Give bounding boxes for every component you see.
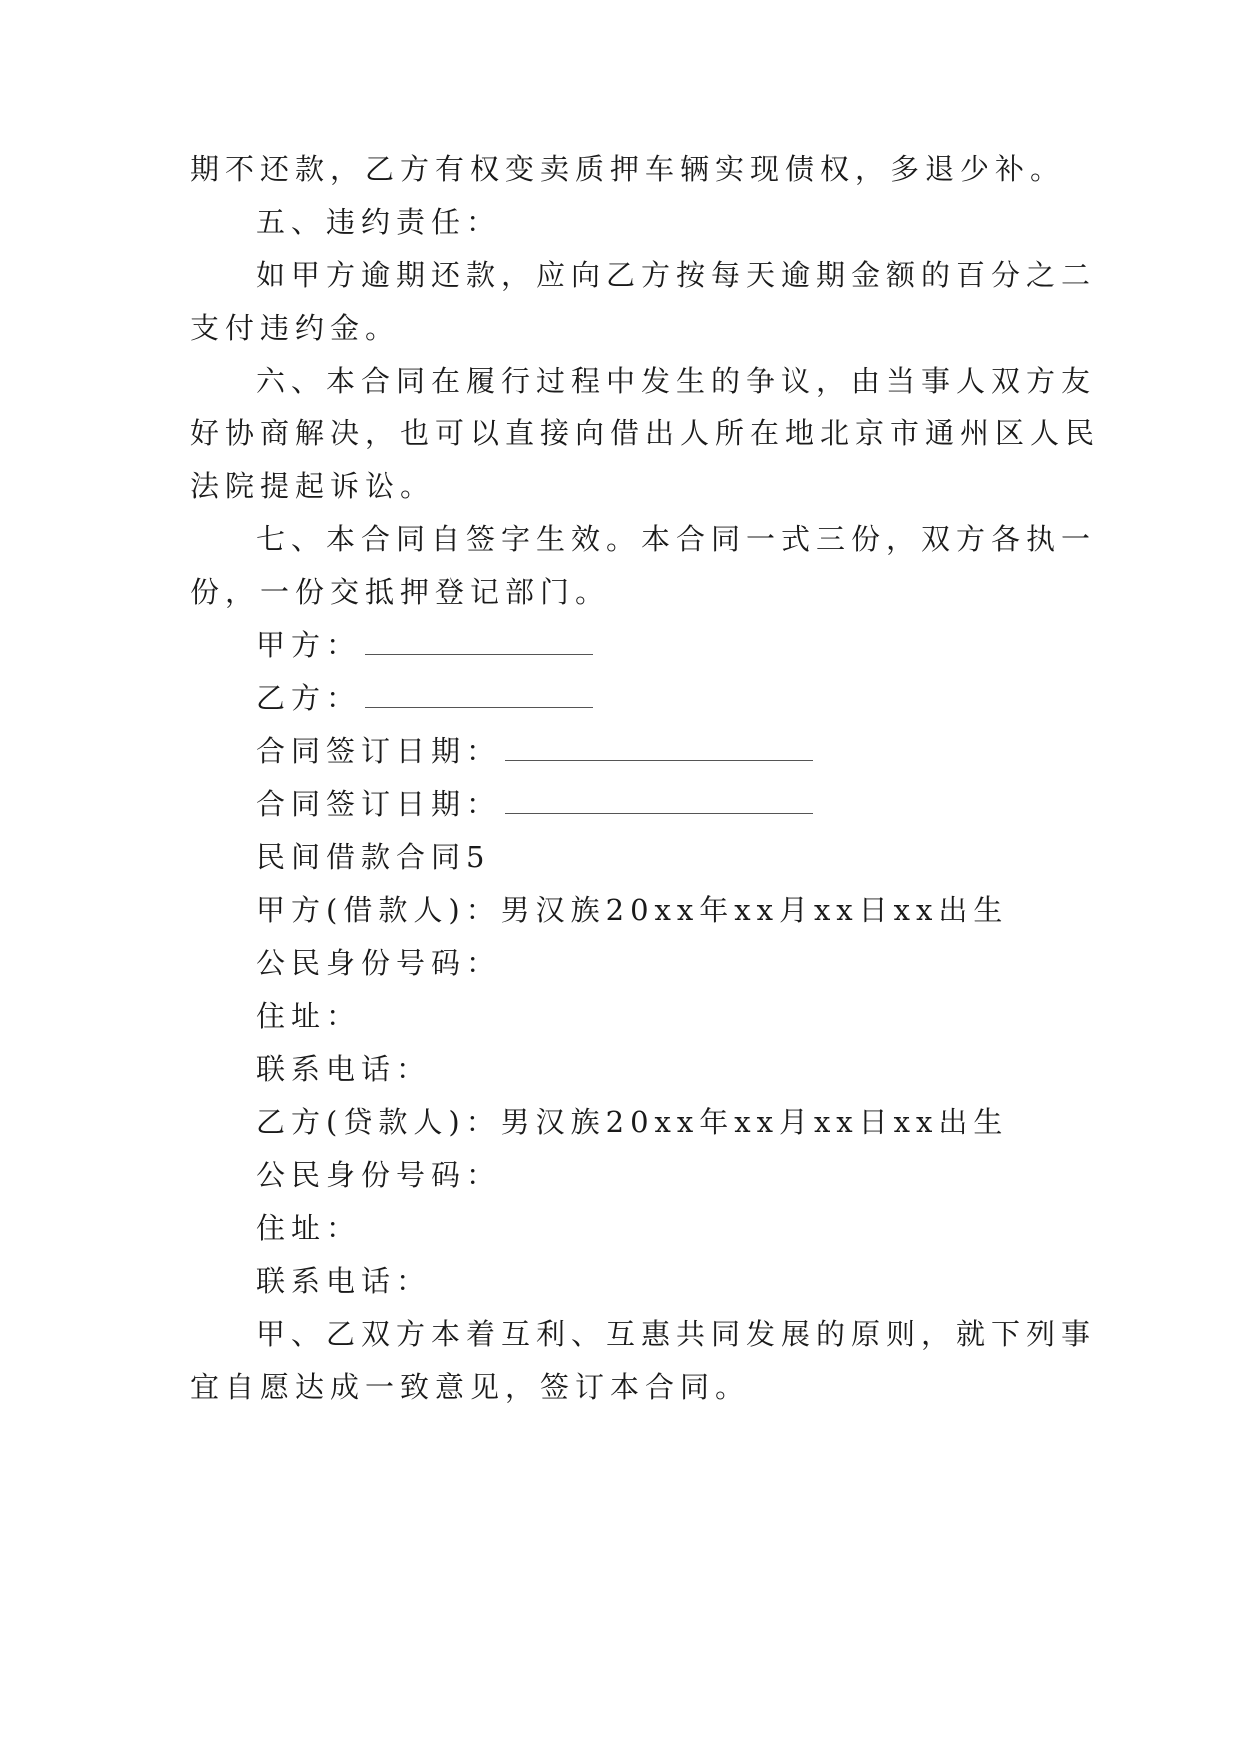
borrower-info: 甲方(借款人)：男汉族20xx年xx月xx日xx出生	[256, 893, 1009, 927]
sign-date-label: 合同签订日期：	[256, 734, 502, 768]
sign-date-line	[256, 729, 813, 770]
borrower-phone-label: 联系电话：	[256, 1052, 432, 1086]
party-b-blank	[365, 685, 593, 708]
paragraph-line: 如甲方逾期还款，应向乙方按每天逾期金额的百分之二	[256, 258, 1097, 292]
paragraph-line: 六、本合同在履行过程中发生的争议，由当事人双方友	[256, 364, 1097, 398]
sign-date-label: 合同签订日期：	[256, 787, 502, 821]
party-a-label: 甲方：	[256, 628, 362, 662]
sign-date-line	[256, 782, 813, 823]
borrower-address-label: 住址：	[256, 999, 362, 1033]
contract-title: 民间借款合同5	[256, 840, 491, 874]
lender-info: 乙方(贷款人)：男汉族20xx年xx月xx日xx出生	[256, 1105, 1009, 1139]
paragraph-line: 份，一份交抵押登记部门。	[190, 575, 611, 609]
lender-id-label: 公民身份号码：	[256, 1158, 502, 1192]
sign-date-blank	[505, 791, 813, 814]
section-heading-breach: 五、违约责任：	[256, 205, 502, 239]
paragraph-line: 好协商解决，也可以直接向借出人所在地北京市通州区人民	[190, 416, 1101, 450]
paragraph-line: 支付违约金。	[190, 311, 401, 345]
paragraph-line: 法院提起诉讼。	[190, 469, 436, 503]
sign-date-blank	[505, 738, 813, 761]
party-b-label: 乙方：	[256, 681, 362, 715]
lender-address-label: 住址：	[256, 1211, 362, 1245]
paragraph-line: 期不还款，乙方有权变卖质押车辆实现债权，多退少补。	[190, 152, 1066, 186]
party-b-signature-line	[256, 676, 593, 717]
paragraph-line: 宜自愿达成一致意见，签订本合同。	[190, 1370, 751, 1404]
party-a-signature-line	[256, 623, 593, 664]
paragraph-line: 甲、乙双方本着互利、互惠共同发展的原则，就下列事	[256, 1317, 1097, 1351]
party-a-blank	[365, 632, 593, 655]
paragraph-line: 七、本合同自签字生效。本合同一式三份，双方各执一	[256, 522, 1097, 556]
lender-phone-label: 联系电话：	[256, 1264, 432, 1298]
borrower-id-label: 公民身份号码：	[256, 946, 502, 980]
